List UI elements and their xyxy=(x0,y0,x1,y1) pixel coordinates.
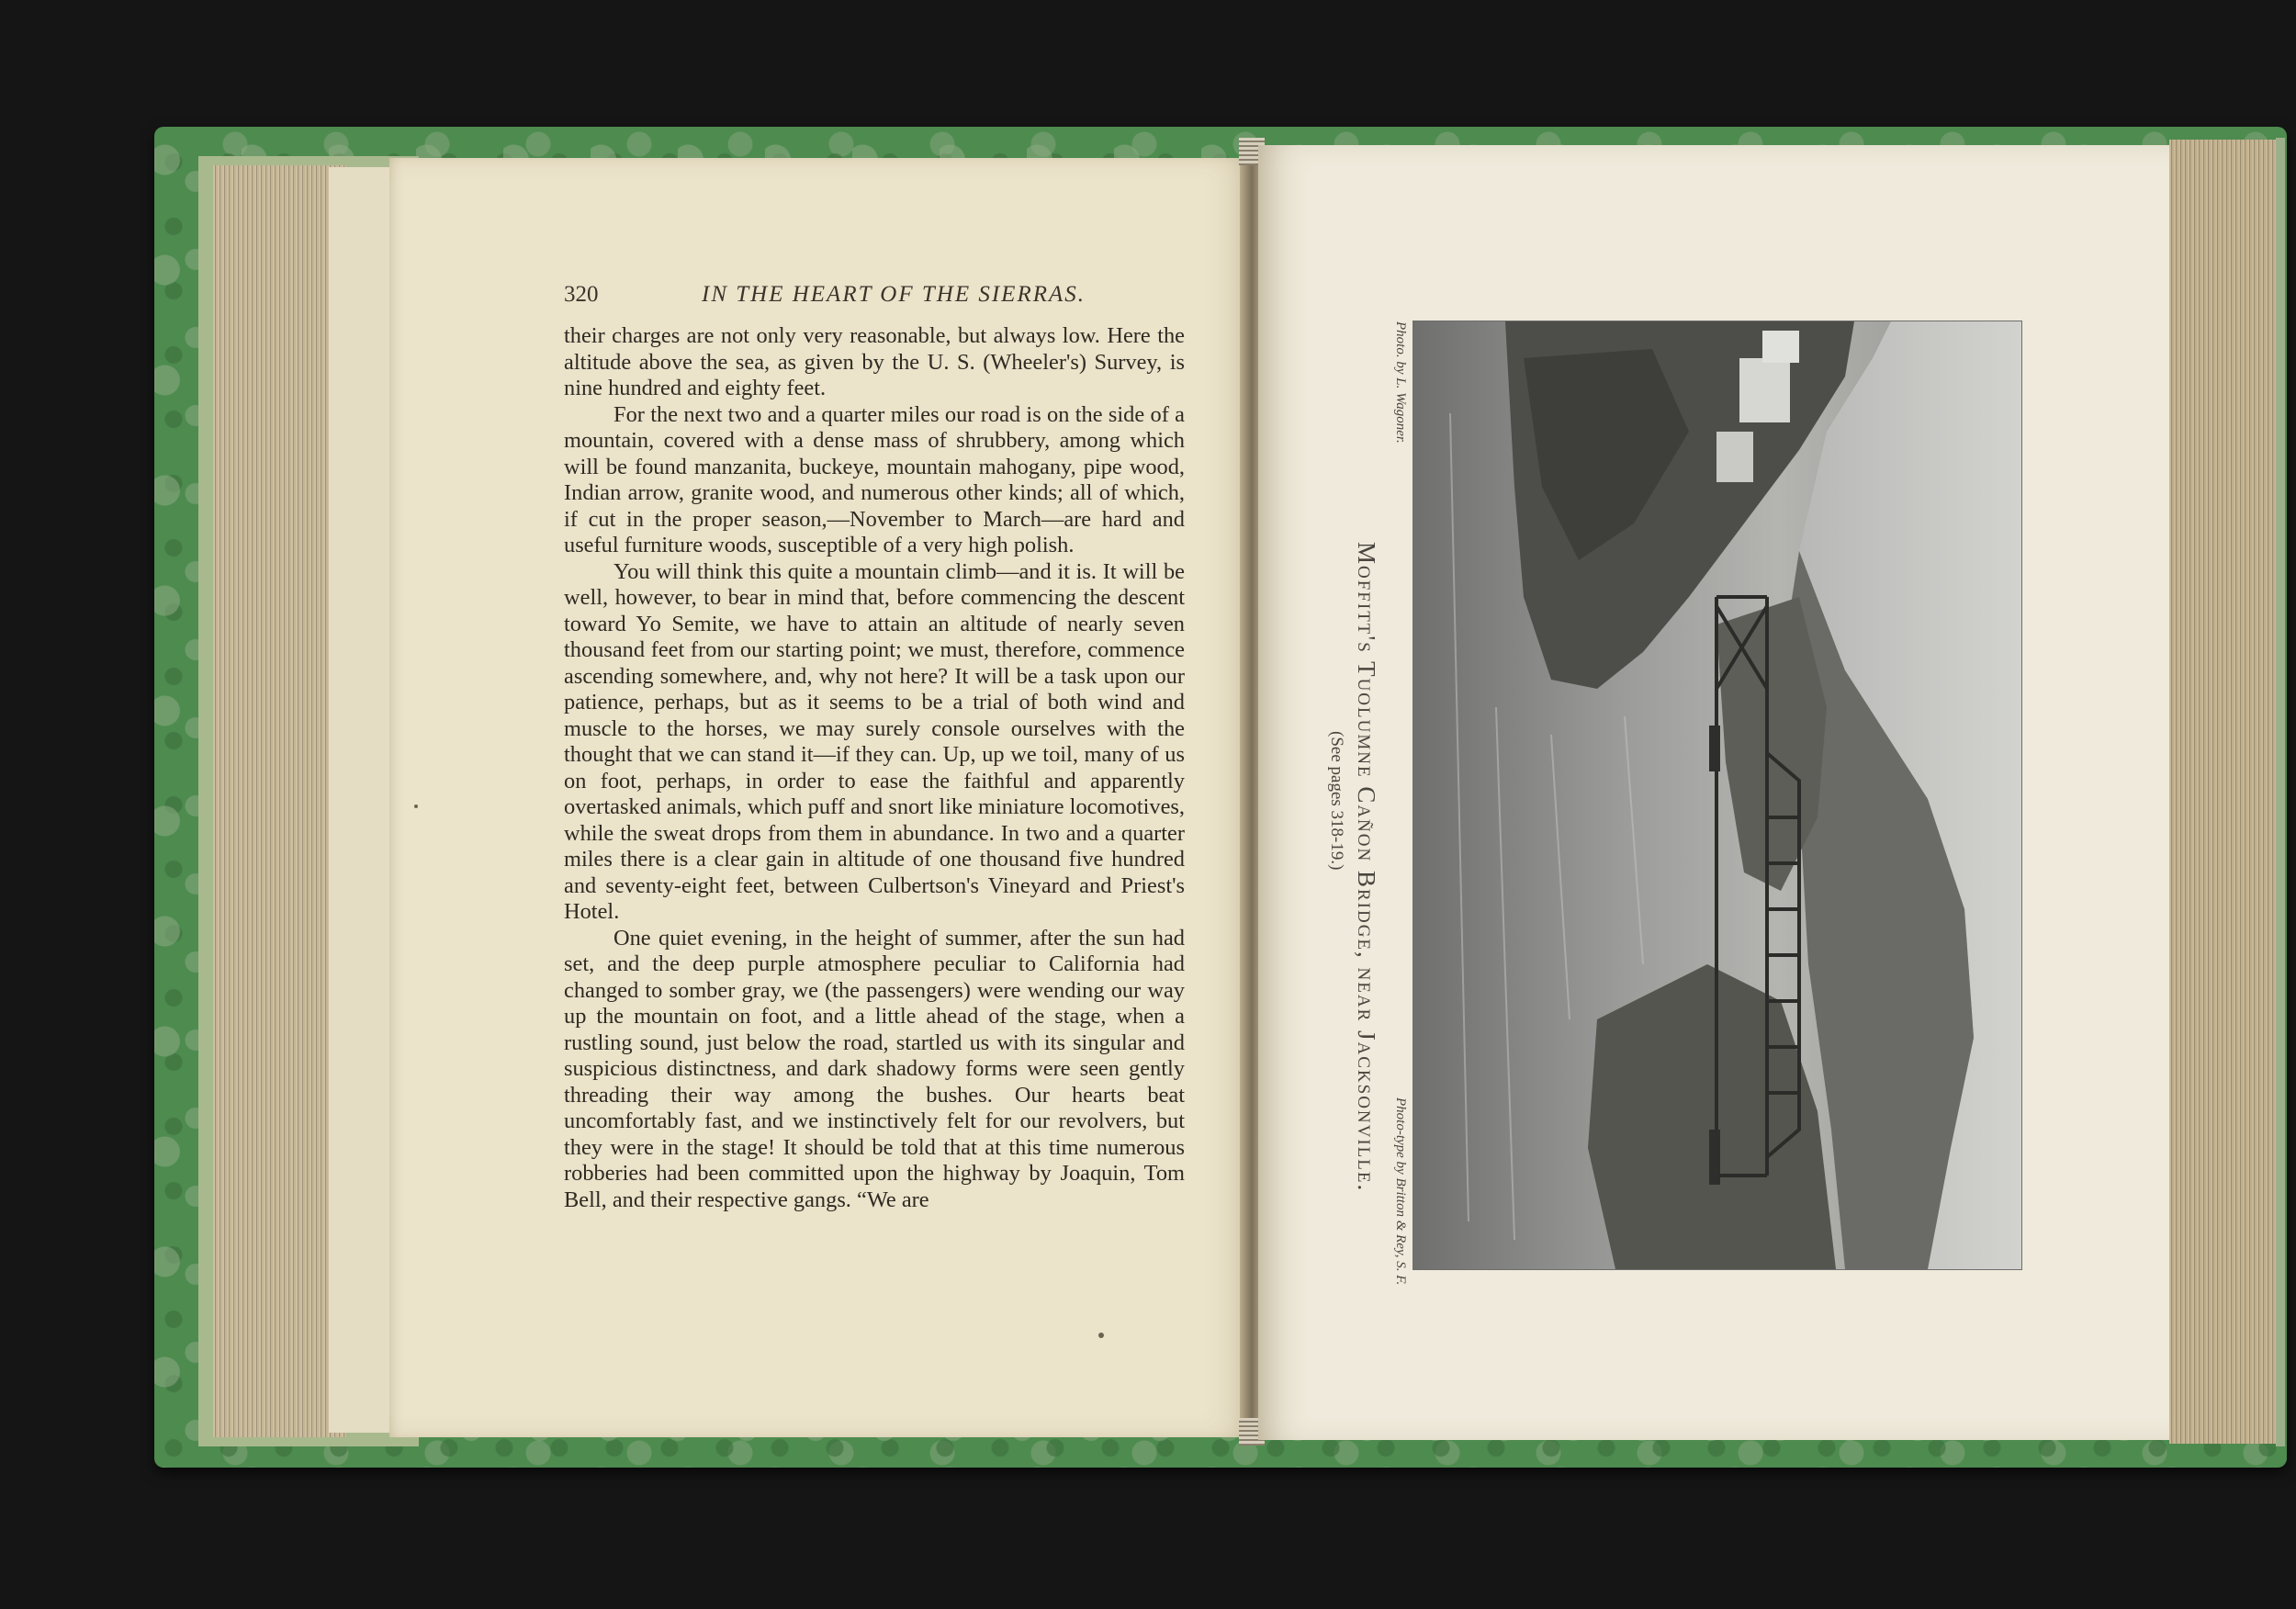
paragraph: One quiet evening, in the height of summer, after the sun had set, and the deep purple atmosphere peculiar to California had changed to somber gray, we (the passengers) were wending our way up the mountain on foot, and a little ahead of the stage, when a rustling sound, just below the road, startled us with its singular and suspicious distinctness, and dark shadowy forms were seen gently threading their way among the bushes. Our hearts beat uncomfortably fast, and we instinctively felt for our revolvers, but they were in the stage! It should be told that at this time numerous robberies had been committed upon the highway by Joaquin, Tom Bell, and their respective gangs. “We are xyxy=(564,925,1185,1212)
left-back-page xyxy=(329,167,393,1433)
plate-title: Moffitt's Tuolumne Cañon Bridge, near Jacksonville. xyxy=(1353,542,1380,1193)
right-endpaper xyxy=(2276,138,2285,1446)
bridge-photograph xyxy=(1412,321,2022,1270)
plate-note: (See pages 318-19.) xyxy=(1327,731,1346,871)
page-spot xyxy=(414,804,418,808)
page-spot xyxy=(1098,1333,1104,1338)
paragraph: their charges are not only very reasonable, but always low. Here the altitude above the sea, as given by the U. S. (Wheeler's) Survey, is nine hundred and eighty feet. xyxy=(564,323,1185,400)
right-page-edges xyxy=(2169,140,2279,1444)
photo-illustration xyxy=(1413,321,2021,1269)
body-text xyxy=(564,323,1185,1251)
engraver-credit: Photo-type by Britton & Rey, S. F. xyxy=(1393,1097,1408,1286)
paragraph: You will think this quite a mountain climb—and it is. It will be well, however, to bear in mind that, before commencing the descent toward Yo Semite, we have to attain an altitude of nearly seven thousand feet from our starting point; we must, therefore, commence ascending somewhere, and, why not here? It will be a task upon our patience, perhaps, but as it seems to be a trial of both wind and muscle to the horses, we may surely console ourselves with the thought that we can stand it—if they can. Up, up we toil, many of us on foot, perhaps, in order to ease the faithful and apparently overtasked animals, which puff and snort like miniature locomotives, while the sweat drops from them in abundance. In two and a quarter miles there is a clear gain in altitude of one thousand five hundred and seventy-eight feet, between Culbertson's Vineyard and Priest's Hotel. xyxy=(564,558,1185,924)
page-number: 320 xyxy=(564,282,599,307)
paragraph: For the next two and a quarter miles our road is on the side of a mountain, covered with a dense mass of shrubbery, among which will be found manzanita, buckeye, mountain mahogany, pipe wood, Indian arrow, granite wood, and numerous other kinds; all of which, if cut in the proper season,—November to March—are hard and useful furniture woods, susceptible of a very high polish. xyxy=(564,401,1185,557)
running-head xyxy=(564,282,1207,319)
running-title: IN THE HEART OF THE SIERRAS. xyxy=(702,282,1086,307)
photo-credit: Photo. by L. Wagoner. xyxy=(1393,321,1408,444)
left-page-edges xyxy=(213,165,346,1437)
